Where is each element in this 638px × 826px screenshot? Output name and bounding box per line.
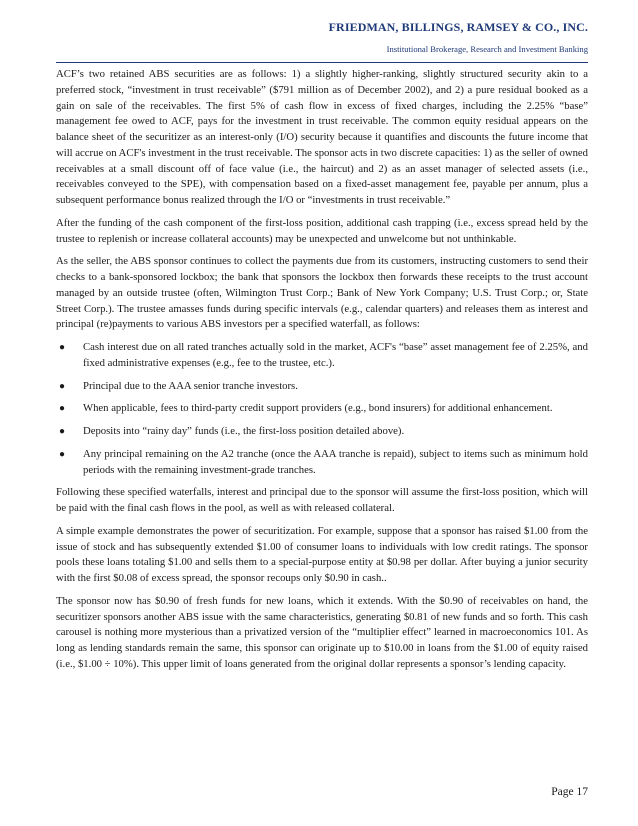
paragraph: After the funding of the cash component of the first-loss position, additional cash trapping (i.e., excess spread held by the trustee to replenish or increase collateral accounts) may be unexpected and unwelcome but not unthinkable.: [56, 216, 588, 245]
list-item-text: Any principal remaining on the A2 tranche (once the AAA tranche is repaid), subject to items such as minimum hold periods with the remaining investment-grade tranches.: [83, 447, 588, 476]
firm-name: FRIEDMAN, BILLINGS, RAMSEY & CO., INC.: [328, 20, 588, 34]
list-item: [56, 447, 588, 479]
list-item: [56, 424, 588, 440]
list-item-text: When applicable, fees to third-party credit support providers (e.g., bond insurers) for additional enhancement.: [83, 402, 553, 415]
bullet-icon: ●: [59, 380, 66, 392]
paragraph: ACF’s two retained ABS securities are as follows: 1) a slightly higher-ranking, slightly structured security akin to a preferred stock, “investment in trust receivable” ($791 million as of December 2002), and 2) a pure residual booked as a gain on sale of the receivables. The first 5% of cash flow in excess of fixed charges, including the 2.25% “base” management fee owed to ACF, pays for the investment in trust receivable. The common equity residual appears on the balance sheet of the securitizer as an interest-only (I/O) security because it quantifies and discounts the future income that will accrue on ACF's investment in the trust receivable. The sponsor acts in two discrete capacities: 1) as the seller of owned receivables at a small discount off of face value (i.e., the haircut) and 2) as an asset manager of selected assets (i.e., receivables conveyed to the SPE), with compensation based on a fixed-asset management fee, payable per annum, plus a subsequent performance bonus realized through the I/O or “investments in trust receivable.”: [56, 68, 588, 206]
list-item-text: Cash interest due on all rated tranches actually sold in the market, ACF's “base” asset management fee of 2.25%, and fixed administrative expenses (e.g., fee to the trustee, etc.).: [83, 341, 588, 369]
bullet-icon: ●: [59, 448, 66, 460]
page-number: Page 17: [551, 786, 588, 798]
list-item: [56, 379, 588, 395]
waterfall-list: [56, 340, 588, 478]
list-item-text: Principal due to the AAA senior tranche investors.: [83, 379, 298, 392]
paragraph: Following these specified waterfalls, interest and principal due to the sponsor will assume the first-loss position, which will be paid with the final cash flows in the pool, as well as with released collateral.: [56, 486, 588, 514]
header-divider: [56, 62, 588, 63]
list-item-text: Deposits into “rainy day” funds (i.e., the first-loss position detailed above).: [83, 425, 405, 437]
firm-tagline: Institutional Brokerage, Research and Investment Banking: [386, 44, 588, 54]
list-item: [56, 340, 588, 372]
paragraph: The sponsor now has $0.90 of fresh funds for new loans, which it extends. With the $0.90 of receivables on hand, the securitizer sponsors another ABS issue with the same characteristics, generating $0.81 of new funds and so forth. This cash carousel is nothing more mysterious than a privatized version of the “multiplier effect” learned in macroeconomics 101. As long as lending standards remain the same, this sponsor can originate up to $10.00 in loans from the $1.00 of equity raised (i.e., $1.00 ÷ 10%). This upper limit of loans generated from the original dollar represents a sponsor’s lending capacity.: [56, 594, 588, 670]
bullet-icon: ●: [59, 426, 66, 437]
bullet-icon: ●: [59, 342, 66, 353]
document-body: [56, 67, 588, 680]
bullet-icon: ●: [59, 403, 66, 415]
paragraph: A simple example demonstrates the power of securitization. For example, suppose that a sponsor has raised $1.00 from the issue of stock and has subsequently extended $1.00 of consumer loans to individuals with low credit ratings. The sponsor pools these loans totaling $1.00 and sells them to a special-purpose entity at $0.98 per dollar. After buying a junior security with the first $0.08 of excess spread, the sponsor recoups only $0.90 in cash..: [56, 524, 588, 584]
list-item: [56, 401, 588, 417]
page-header: [329, 20, 588, 54]
paragraph: As the seller, the ABS sponsor continues to collect the payments due from its customers, instructing customers to send their checks to a bank-sponsored lockbox; the bank that sponsors the lockbox then forwards these receipts to the trust account managed by an outside trustee (often, Wilmington Trust Corp.; Bank of New York Company; U.S. Trust Corp.; or, State Street Corp.). The trustee amasses funds during specific intervals (e.g., calendar quarters) and releases them as interest and principal (re)payments to various ABS investors per a specified waterfall, as follows:: [56, 255, 588, 331]
